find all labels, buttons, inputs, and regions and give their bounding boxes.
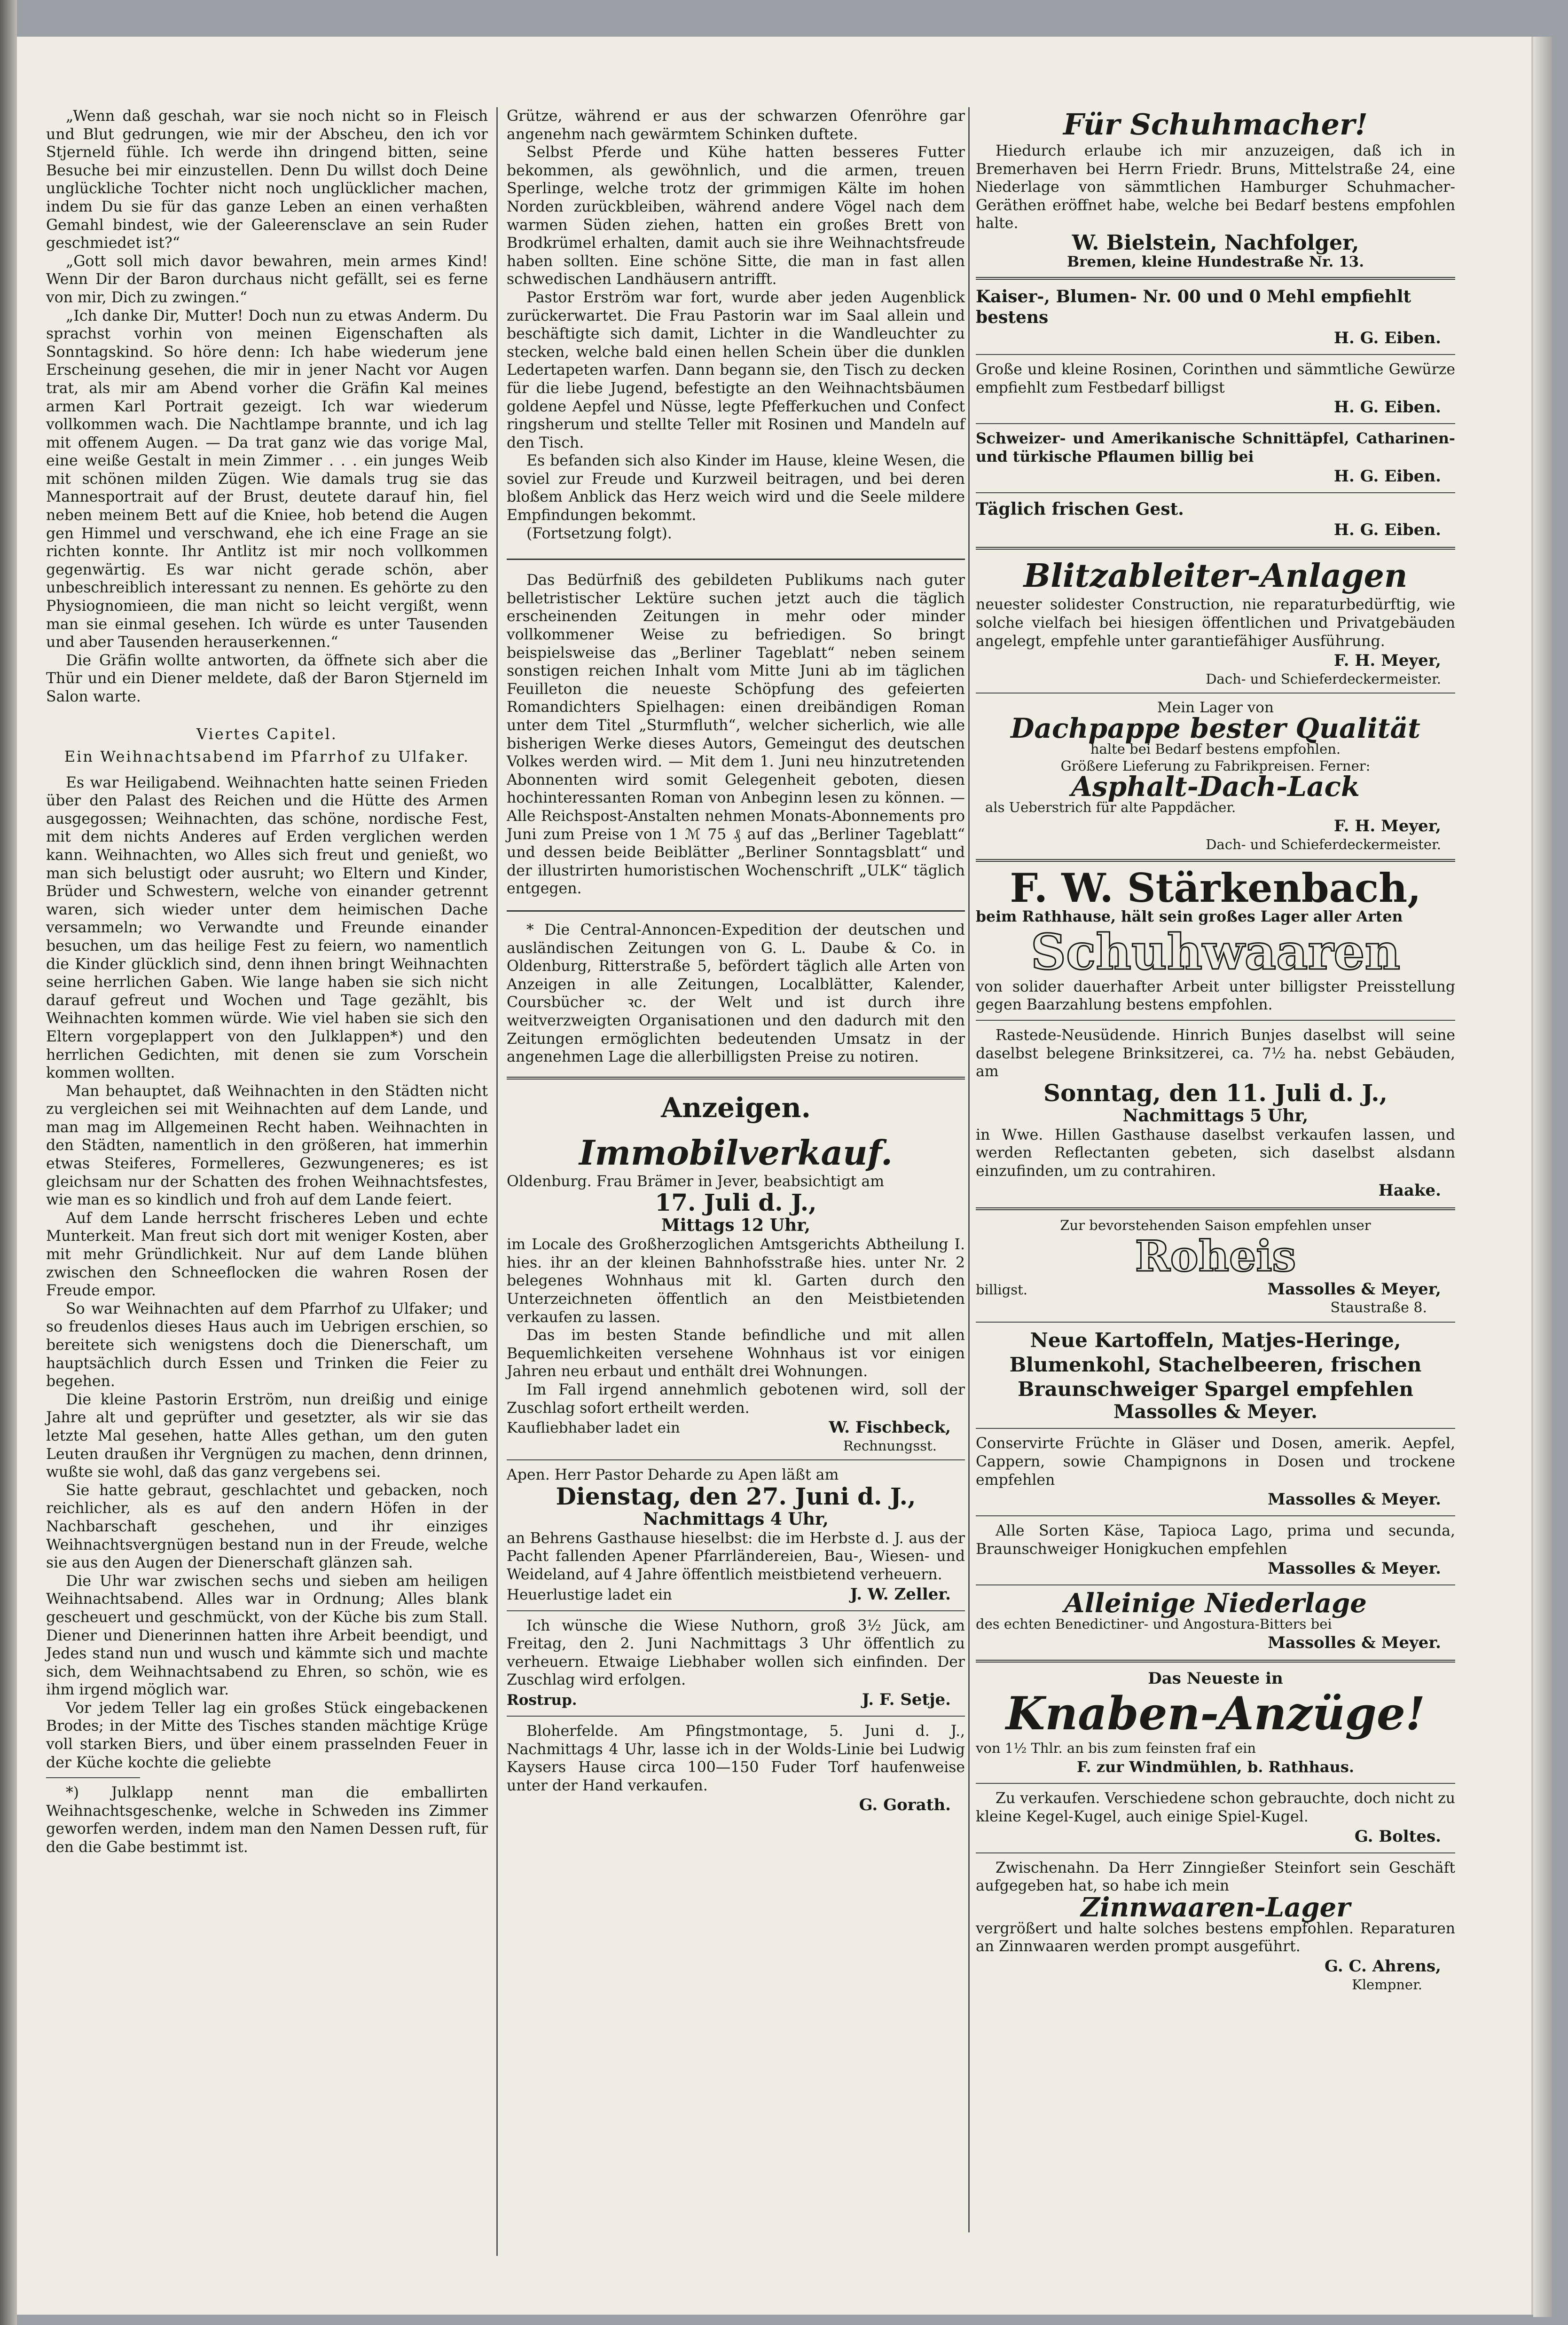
- ad-eiben-flour: Kaiser-, Blumen- Nr. 00 und 0 Mehl empfiehlt bestens: [976, 286, 1411, 327]
- ad-immobilverkauf-title: Immobilverkauf.: [579, 1132, 893, 1173]
- story-paragraph: Die Uhr war zwischen sechs und sieben am heiligen Weihnachtsabend. Alles war in Ordnung; Alles blank gescheuert und geschmückt, von der Küche bis zum Stall. Diener und Dienerinnen hatten ihre Arbeit beendigt, und Jedes stand nun und wusch und kämmte sich und machte sich, dem Weihnachtsabend zu Ehren, so schön, wie es ihm irgend möglich war.: [46, 1572, 488, 1699]
- ad-blitzableiter-title: Blitzableiter-Anlagen: [1023, 557, 1408, 595]
- story-paragraph: Pastor Erström war fort, wurde aber jeden Augenblick zurückerwartet. Die Frau Pastorin war im Saal allein und beschäftigte sich damit, Lichter in die Wandleuchter zu stecken, welche bald einen hellen Schein über die dunklen Ledertapeten warfen. Dann begann sie, den Tisch zu decken für die liebe Jugend, befestigte an den Weihnachtsbäumen goldene Aepfel und Nüsse, legte Pfefferkuchen und Confect ringsherum und stellte Teller mit Rosinen und Mandeln auf den Tisch.: [507, 289, 965, 451]
- ad-zinnwaaren-text: vergrößert und halte solches bestens empfohlen. Reparaturen an Zinnwaaren werden prompt ausgeführt.: [976, 1920, 1455, 1955]
- scan-left-edge: [0, 0, 17, 2325]
- ad-rastede-text2: in Wwe. Hillen Gasthause daselbst verkaufen lassen, und werden Reflectanten gebeten, sich daselbst alsdann einzufinden, um zu contrahiren.: [976, 1126, 1455, 1180]
- ad-divider: [976, 354, 1455, 355]
- chapter-title: Viertes Capitel.: [196, 725, 337, 743]
- ad-schuhmacher-title: Für Schuhmacher!: [1063, 107, 1368, 142]
- ad-rastede-time: Nachmittags 5 Uhr,: [1122, 1105, 1309, 1126]
- story-paragraph: Auf dem Lande herrscht frischeres Leben und echte Munterkeit. Man freut sich dort mit weniger Kosten, aber mit mehr Gründlichkeit. Nur auf dem Lande blühen zwischen den Schneeflocken die wahren Rosen der Freude empor.: [46, 1209, 488, 1300]
- ad-meyer-trade: Dach- und Schieferdeckermeister.: [1206, 836, 1441, 853]
- ad-conserve-text: Conservirte Früchte in Gläser und Dosen, amerik. Aepfel, Cappern, sowie Champignons in Dosen und trockene empfehlen: [976, 1435, 1455, 1489]
- ad-divider: [976, 423, 1455, 424]
- chapter-subtitle: Ein Weihnachtsabend im Pfarrhof zu Ulfaker.: [64, 747, 470, 765]
- ad-kegel-signature: G. Boltes.: [1354, 1827, 1441, 1846]
- ad-knaben-text: von 1½ Thlr. an bis zum feinsten fraf ein: [976, 1740, 1256, 1757]
- ad-kaese-text: Alle Sorten Käse, Tapioca Lago, prima und secunda, Braunschweiger Honigkuchen empfehlen: [976, 1522, 1455, 1558]
- section-divider: [507, 910, 965, 912]
- ad-divider: [976, 547, 1455, 550]
- ad-nuthorn-place: Rostrup.: [507, 1691, 577, 1709]
- ad-massolles-signature: Massolles & Meyer.: [1268, 1490, 1441, 1509]
- ad-apen-sig-label: Heuerlustige ladet ein: [507, 1586, 672, 1603]
- ad-divider: [976, 1020, 1455, 1021]
- story-paragraph: „Gott soll mich davor bewahren, mein armes Kind! Wenn Dir der Baron durchaus nicht gefällt, sei es ferne von mir, Dich zu zwingen.“: [46, 252, 488, 306]
- continuation-note: (Fortsetzung folgt).: [526, 525, 672, 542]
- ad-rastede-date: Sonntag, den 11. Juli d. J.,: [1043, 1079, 1388, 1107]
- story-paragraph: Vor jedem Teller lag ein großes Stück eingebackenen Brodes; in der Mitte des Tisches standen mächtige Krüge voll starken Biers, und über einem prasselnden Feuer in der Küche kochte die geliebte: [46, 1699, 488, 1771]
- ad-rastede-text: Rastede-Neusüdende. Hinrich Bunjes daselbst will seine daselbst belegene Brinksitzerei, ca. 7½ ha. nebst Gebäuden, am: [976, 1026, 1455, 1080]
- story-paragraph: Die kleine Pastorin Erström, nun dreißig und einige Jahre alt und geprüfter und gesetzter, als wir sie das letzte Mal gesehen, hatte Alles gethan, um den guten Leuten draußen ihr Vergnügen zu machen, denn drinnen, wußte sie wohl, daß das ganz vergebens sei.: [46, 1391, 488, 1481]
- column-mixed: [507, 107, 965, 1815]
- ad-roheis-price: billigst.: [976, 1282, 1027, 1298]
- ad-schuhmacher-text: Hiedurch erlaube ich mir anzuzeigen, daß ich in Bremerhaven bei Herrn Friedr. Bruns, Mittelstraße 24, eine Niederlage von sämmtlichen Hamburger Schuhmacher-Geräthen eröffnet habe, welche bei Bedarf bestens empfohlen halte.: [976, 142, 1455, 232]
- ad-divider: [976, 1660, 1455, 1663]
- ad-apen-text: an Behrens Gasthause hieselbst: die im Herbste d. J. aus der Pacht fallenden Apener Pfarrländereien, Bau-, Wiesen- und Weideland, auf 4 Jahre öffentlich meistbietend verheuern.: [507, 1529, 965, 1583]
- ad-pappe-title: Dachpappe bester Qualität: [1011, 712, 1420, 745]
- footnote-divider: [46, 1777, 140, 1778]
- ad-eiben-yeast: Täglich frischen Gest.: [976, 499, 1184, 520]
- newspaper-page: [17, 37, 1531, 2315]
- ad-massolles-signature: Massolles & Meyer.: [1113, 1401, 1317, 1423]
- ad-immo-sig-label: Kaufliebhaber ladet ein: [507, 1419, 680, 1437]
- ad-divider: [976, 277, 1455, 280]
- ad-kartoffeln-text: Neue Kartoffeln, Matjes-Heringe, Blumenkohl, Stachelbeeren, frischen Braunschweiger Spargel empfehlen: [1009, 1329, 1422, 1401]
- ad-roheis-intro: Zur bevorstehenden Saison empfehlen unser: [1060, 1217, 1371, 1234]
- ad-eiben-fruit: Schweizer- und Amerikanische Schnittäpfel, Catharinen- und türkische Pflaumen billig bei: [976, 430, 1455, 465]
- notice-daube: * Die Central-Annoncen-Expedition der deutschen und ausländischen Zeitungen von G. L. Daube & Co. in Oldenburg, Ritterstraße 5, befördert täglich alle Arten von Anzeigen in alle Zeitungen, Localblätter, Kalender, Coursbücher ꝛc. der Welt und ist durch ihre weitverzweigten Organisationen und den dadurch mit den Zeitungen ermöglichten bedeutenden Umsatz in der angenehmen Lage die allerbilligsten Preise zu notiren.: [507, 921, 965, 1066]
- ad-meyer-trade: Dach- und Schieferdeckermeister.: [1206, 671, 1441, 687]
- ad-apen-time: Nachmittags 4 Uhr,: [643, 1509, 829, 1529]
- ad-divider: [976, 859, 1455, 862]
- story-paragraph: Sie hatte gebraut, geschlachtet und gebacken, noch reichlicher, als es auf den andern Höfen in der Nachbarschaft geschehen, und ihr einziges Weihnachtsvergnügen bestand nun in der Freude, welche sie aus den Augen der Dienerschaft glänzen sah.: [46, 1482, 488, 1572]
- ad-meyer-signature: F. H. Meyer,: [1333, 651, 1441, 670]
- ad-knaben-intro: Das Neueste in: [1148, 1669, 1283, 1688]
- ad-pappe-text2: Größere Lieferung zu Fabrikpreisen. Ferner:: [1060, 758, 1371, 774]
- ad-immo-intro: Oldenburg. Frau Brämer in Jever, beabsichtigt am: [507, 1173, 885, 1190]
- ad-divider: [976, 1322, 1455, 1323]
- story-paragraph: „Wenn daß geschah, war sie noch nicht so in Fleisch und Blut gedrungen, wie mir der Abscheu, den ich vor Stjerneld fühle. Ich werde ihn dringend bitten, seine Besuche bei mir einzustellen. Denn Du willst doch Deine unglückliche Tochter nicht noch unglücklicher machen, indem Du sie für das ganze Leben an einen verhaßten Gemahl bindest, wie der Galeerensclave an sein Ruder geschmiedet ist?“: [46, 108, 488, 252]
- ad-divider: [976, 1584, 1455, 1585]
- ad-zwischenahn-text: Zwischenahn. Da Herr Zinngießer Steinfort sein Geschäft aufgegeben hat, so habe ich mein: [976, 1859, 1455, 1895]
- ad-divider: [976, 1852, 1455, 1853]
- ad-ahrens-signature: G. C. Ahrens,: [1325, 1957, 1441, 1976]
- ad-staerkenbach-title: F. W. Stärkenbach,: [1010, 865, 1421, 912]
- ad-ahrens-trade: Klempner.: [1352, 1977, 1422, 1993]
- ad-massolles-address: Staustraße 8.: [1330, 1300, 1427, 1316]
- ad-staerkenbach-text2: von solider dauerhafter Arbeit unter billigster Preisstellung gegen Baarzahlung bestens empfohlen.: [976, 978, 1455, 1014]
- ad-apen-date: Dienstag, den 27. Juni d. J.,: [556, 1482, 916, 1510]
- ad-roheis-title: Roheis: [1135, 1231, 1296, 1282]
- ad-niederlage-text: des echten Benedictiner- und Angostura-Bitters bei: [976, 1616, 1332, 1632]
- ad-immo-date: 17. Juli d. J.,: [655, 1189, 817, 1217]
- ad-nuthorn-signature: J. F. Setje.: [862, 1690, 951, 1709]
- notice-tageblatt: Das Bedürfniß des gebildeten Publikums nach guter belletristischer Lektüre suchen jetzt auch die täglich erscheinenden Zeitungen in mehr oder minder vollkommener Weise zu befriedigen. So bringt beispielsweise das „Berliner Tageblatt“ neben seinem sonstigen reichen Inhalt vom Mitte Juni ab im täglichen Feuilleton die neueste Schöpfung des gefeierten Romandichters Spielhagen: einen dreibändigen Roman unter dem Titel „Sturmfluth“, welcher sicherlich, wie alle bisherigen Werke dieses Autors, Gemeingut des deutschen Volkes werden wird. — Mit dem 1. Juni neu hinzutretenden Abonnenten wird somit Gelegenheit geboten, diesen hochinteressanten Roman von Anbeginn lesen zu können. — Alle Reichspost-Anstalten nehmen Monats-Abonnements pro Juni zum Preise von 1 ℳ 75 ₰ auf das „Berliner Tageblatt“ und dessen beide Beiblätter „Berliner Sonntagsblatt“ und der illustrirten humoristischen Wochenschrift „ULK“ täglich entgegen.: [507, 572, 965, 898]
- story-paragraph: Man behauptet, daß Weihnachten in den Städten nicht zu vergleichen sei mit Weihnachten auf dem Lande, und man mag im Allgemeinen Recht haben. Weihnachten in den Städten, namentlich in den größeren, hat immerhin etwas Steiferes, Formelleres, Gezwungeneres; es ist gleichsam nur der Schatten des frohen Weihnachtsfestes, wie man es so kindlich und froh auf dem Lande feiert.: [46, 1082, 488, 1209]
- ad-asphalt-text: als Ueberstrich für alte Pappdächer.: [985, 799, 1236, 816]
- ad-zinnwaaren-title: Zinnwaaren-Lager: [1081, 1892, 1350, 1923]
- scan-right-edge: [1533, 37, 1552, 2317]
- ad-nuthorn-signature-row: [507, 1689, 965, 1710]
- story-paragraph: „Ich danke Dir, Mutter! Doch nun zu etwas Anderm. Du sprachst vorhin von meinen Eigenschaften als Sonntagskind. So höre denn: Ich habe wiederum jene Erscheinung gesehen, die mir in jener Nacht vor Augen trat, als mir am Abend vorher die Gräfin Kal meines armen Karl Portrait gezeigt. Ich war wiederum vollkommen wach. Die Nachtlampe brannte, und ich lag mit offenem Augen. — Da trat ganz wie das vorige Mal, eine weiße Gestalt in mein Zimmer . . . ein junges Weib mit schönen milden Zügen. Wie damals trug sie das Mannesportrait auf der Brust, deutete darauf hin, fiel neben meinem Bett auf die Kniee, hob betend die Augen gen Himmel und verschwand, ehe ich eine Frage an sie richten konnte. Ihr Antlitz ist mir noch vollkommen gegenwärtig. Es war nicht gerade schön, aber unbeschreiblich interessant zu nennen. Es gehörte zu den Physiognomieen, die man nicht so leicht vergißt, wenn man sie einmal gesehen. Ich würde es unter Tausenden und aber Tausenden herauserkennen.“: [46, 307, 488, 651]
- column-story: [46, 107, 488, 1857]
- ad-immo-text: Das im besten Stande befindliche und mit allen Bequemlichkeiten versehene Wohnhaus ist vor einigen Jahren neu erbaut und enthält drei Wohnungen.: [507, 1327, 965, 1380]
- story-paragraph: Grütze, während er aus der schwarzen Ofenröhre gar angenehm nach gewärmtem Schinken duftete.: [507, 108, 965, 143]
- column-rule: [496, 107, 498, 2256]
- ad-staerkenbach-text: beim Rathhause, hält sein großes Lager aller Arten: [976, 908, 1403, 926]
- ad-massolles-signature: Massolles & Meyer,: [1267, 1280, 1441, 1299]
- ad-blitzableiter-text: neuester solidester Construction, nie reparaturbedürftig, wie solche vielfach bei hiesigen öffentlichen und Privatgebäuden angelegt, empfehle unter garantiefähiger Ausführung.: [976, 596, 1455, 650]
- ad-knaben-signature: F. zur Windmühlen, b. Rathhaus.: [1076, 1758, 1355, 1776]
- ad-divider: [976, 492, 1455, 493]
- story-paragraph: Selbst Pferde und Kühe hatten besseres Futter bekommen, als gewöhnlich, und die armen, treuen Sperlinge, welche trotz der grimmigen Kälte im hohen Norden zurückbleiben, während andere Vögel nach dem warmen Süden ziehen, hatten ein großes Brett von Brodkrümel erhalten, damit auch sie ihre Weihnachtsfreude haben sollten. Eine schöne Sitte, die man in fast allen schwedischen Landhäusern antrifft.: [507, 144, 965, 288]
- ad-immo-sig-title: Rechnungsst.: [843, 1438, 937, 1454]
- ad-kegel-text: Zu verkaufen. Verschiedene schon gebrauchte, doch nicht zu kleine Kegel-Kugel, auch einige Spiel-Kugel.: [976, 1790, 1455, 1826]
- ad-immo-text: im Locale des Großherzoglichen Amtsgerichts Abtheilung I. hies. ihr an der kleinen Bahnhofsstraße hies. unter Nr. 2 belegenes Wohnhaus mit kl. Garten durch den Unterzeichneten öffentlich an den Meistbietenden verkaufen zu lassen.: [507, 1236, 965, 1326]
- ad-eiben-signature: H. G. Eiben.: [1333, 398, 1441, 417]
- column-ads: [976, 107, 1455, 1993]
- ads-heading: Anzeigen.: [661, 1091, 811, 1124]
- ad-schuhmacher-address: Bremen, kleine Hundestraße Nr. 13.: [1066, 253, 1364, 270]
- ad-pappe-text: halte bei Bedarf bestens empfohlen.: [1090, 741, 1341, 757]
- ad-divider: [976, 1207, 1455, 1210]
- ad-immo-text: Im Fall irgend annehmlich gebotenen wird, soll der Zuschlag sofort ertheilt werden.: [507, 1381, 965, 1417]
- ad-massolles-signature: Massolles & Meyer.: [1268, 1633, 1441, 1653]
- section-divider: [507, 559, 965, 560]
- ad-meyer-signature: F. H. Meyer,: [1333, 817, 1441, 836]
- ad-divider: [976, 693, 1455, 694]
- ad-massolles-signature: Massolles & Meyer.: [1268, 1559, 1441, 1578]
- ad-niederlage-title: Alleinige Niederlage: [1064, 1588, 1367, 1619]
- footnote: *) Julklapp nennt man die emballirten Weihnachtsgeschenke, welche in Schweden ins Zimmer geworfen werden, indem man den Namen Dessen ruft, für den die Gabe bestimmt ist.: [46, 1784, 488, 1856]
- column-rule: [968, 107, 970, 2232]
- ad-divider: [976, 1428, 1455, 1429]
- ad-rastede-signature: Haake.: [1378, 1181, 1441, 1200]
- ad-bloherfelde-text: Bloherfelde. Am Pfingstmontage, 5. Juni d. J., Nachmittags 4 Uhr, lasse ich in der Wolds-Linie bei Ludwig Kaysers Hause circa 100—150 Fuder Torf haufenweise unter der Hand verkaufen.: [507, 1722, 965, 1794]
- ad-divider: [976, 1515, 1455, 1516]
- ad-apen-intro: Apen. Herr Pastor Deharde zu Apen läßt am: [507, 1466, 839, 1484]
- ad-divider: [507, 1716, 965, 1717]
- ad-roheis-signature-row: [976, 1279, 1455, 1300]
- ad-knaben-title: Knaben-Anzüge!: [1005, 1687, 1426, 1741]
- ad-immo-signature-row: [507, 1417, 965, 1438]
- ad-immo-time: Mittags 12 Uhr,: [661, 1215, 811, 1236]
- ad-divider: [976, 1783, 1455, 1784]
- story-paragraph: Es befanden sich also Kinder im Hause, kleine Wesen, die soviel zur Freude und Kurzweil beitragen, und bei deren bloßem Anblick das Herz weich wird und die Seele mildere Empfindungen bekommt.: [507, 452, 965, 524]
- ad-immo-signature: W. Fischbeck,: [829, 1418, 951, 1437]
- ad-eiben-signature: H. G. Eiben.: [1333, 520, 1441, 540]
- ad-eiben-signature: H. G. Eiben.: [1333, 328, 1441, 347]
- ad-nuthorn-text: Ich wünsche die Wiese Nuthorn, groß 3½ Jück, am Freitag, den 2. Juni Nachmittags 3 Uhr öffentlich zu verheuern. Etwaige Liebhaber wollen sich einfinden. Der Zuschlag wird erfolgen.: [507, 1617, 965, 1689]
- ad-asphalt-title: Asphalt-Dach-Lack: [1071, 771, 1360, 803]
- ad-apen-signature-row: [507, 1584, 965, 1605]
- section-divider: [507, 1077, 965, 1080]
- story-paragraph: Es war Heiligabend. Weihnachten hatte seinen Frieden über den Palast des Reichen und die Hütte des Armen ausgegossen; Weihnachten, das schöne, nordische Fest, mit dem nichts Anderes auf Erden verglichen werden kann. Weihnachten, wo Alles sich freut und genießt, wo man sich belustigt oder ausruht; wo Eltern und Kinder, Brüder und Schwestern, welche von einander getrennt waren, sich wieder unter dem heimischen Dache versammeln; wo Verwandte und Freunde einander besuchen, um das heilige Fest zu feiern, wo namentlich die Kinder glücklich sind, denn ihnen bringt Weihnachten seine herrlichen Gaben. Wie lange haben sie sich nicht darauf gefreut und Wochen und Tage gezählt, bis Weihnachten kommen würde. Wie viel haben sie sich den Eltern vorgeplappert von den Julklappen*) und den herrlichen Gedichten, mit denen sie zum Vorschein kommen wollten.: [46, 774, 488, 1082]
- ad-eiben-signature: H. G. Eiben.: [1333, 467, 1441, 486]
- ad-divider: [507, 1610, 965, 1611]
- ad-pappe-intro: Mein Lager von: [1157, 699, 1274, 717]
- story-paragraph: So war Weihnachten auf dem Pfarrhof zu Ulfaker; und so freudenlos dieses Haus auch im Uebrigen erschien, so bereitete sich wenigstens doch die Dienerschaft, um hauptsächlich durch Essen und Trinken die Feier zu begehen.: [46, 1300, 488, 1390]
- ad-divider: [507, 1459, 965, 1460]
- story-paragraph: Die Gräfin wollte antworten, da öffnete sich aber die Thür und ein Diener meldete, daß der Baron Stjerneld im Salon warte.: [46, 652, 488, 705]
- ad-schuhwaaren-title: Schuhwaaren: [1030, 922, 1401, 981]
- ad-apen-signature: J. W. Zeller.: [850, 1584, 951, 1604]
- ad-bloherfelde-signature: G. Gorath.: [859, 1796, 951, 1815]
- ad-eiben-raisins: Große und kleine Rosinen, Corinthen und sämmtliche Gewürze empfiehlt zum Festbedarf billigst: [976, 361, 1455, 396]
- ad-schuhmacher-signature: W. Bielstein, Nachfolger,: [1072, 230, 1359, 255]
